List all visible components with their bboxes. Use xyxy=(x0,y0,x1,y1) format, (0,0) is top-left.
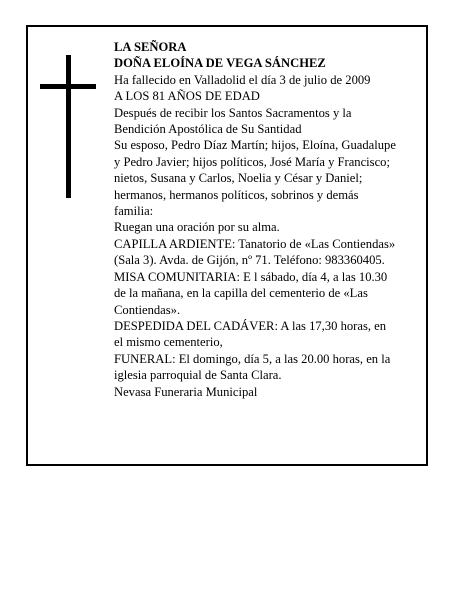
text-line: de la mañana, en la capilla del cementerio de «Las xyxy=(114,286,368,301)
text-line: Su esposo, Pedro Díaz Martín; hijos, Eloína, Guadalupe xyxy=(114,138,396,153)
heading-title: LA SEÑORA xyxy=(114,40,187,54)
text-line: (Sala 3). Avda. de Gijón, nº 71. Teléfono: 983360405. xyxy=(114,253,385,268)
obituary-text xyxy=(114,39,426,400)
text-line: Nevasa Funeraria Municipal xyxy=(114,384,258,399)
text-line: nietos, Susana y Carlos, Noelia y César y Daniel; xyxy=(114,171,363,186)
text-line: y Pedro Javier; hijos políticos, José María y Francisco; xyxy=(114,154,390,169)
text-line: hermanos, hermanos políticos, sobrinos y demás xyxy=(114,187,359,202)
text-line: A LOS 81 AÑOS DE EDAD xyxy=(114,89,260,104)
text-line: MISA COMUNITARIA: E l sábado, día 4, a las 10.30 xyxy=(114,269,388,284)
cross-horizontal-bar xyxy=(40,84,96,89)
text-line: Ruegan una oración por su alma. xyxy=(114,220,280,235)
text-line: Ha fallecido en Valladolid el día 3 de julio de 2009 xyxy=(114,72,371,87)
text-line: Contiendas». xyxy=(114,302,181,317)
text-line: iglesia parroquial de Santa Clara. xyxy=(114,368,282,383)
text-line: Después de recibir los Santos Sacramentos y la xyxy=(114,105,352,120)
text-line: el mismo cementerio, xyxy=(114,335,223,350)
text-line: CAPILLA ARDIENTE: Tanatorio de «Las Contiendas» xyxy=(114,236,396,251)
text-line: FUNERAL: El domingo, día 5, a las 20.00 horas, en la xyxy=(114,351,391,366)
cross-vertical-bar xyxy=(66,55,71,198)
text-line: Bendición Apostólica de Su Santidad xyxy=(114,122,302,137)
deceased-name: DOÑA ELOÍNA DE VEGA SÁNCHEZ xyxy=(114,56,326,71)
text-line: DESPEDIDA DEL CADÁVER: A las 17,30 horas, en xyxy=(114,318,387,333)
text-line: familia: xyxy=(114,204,154,219)
